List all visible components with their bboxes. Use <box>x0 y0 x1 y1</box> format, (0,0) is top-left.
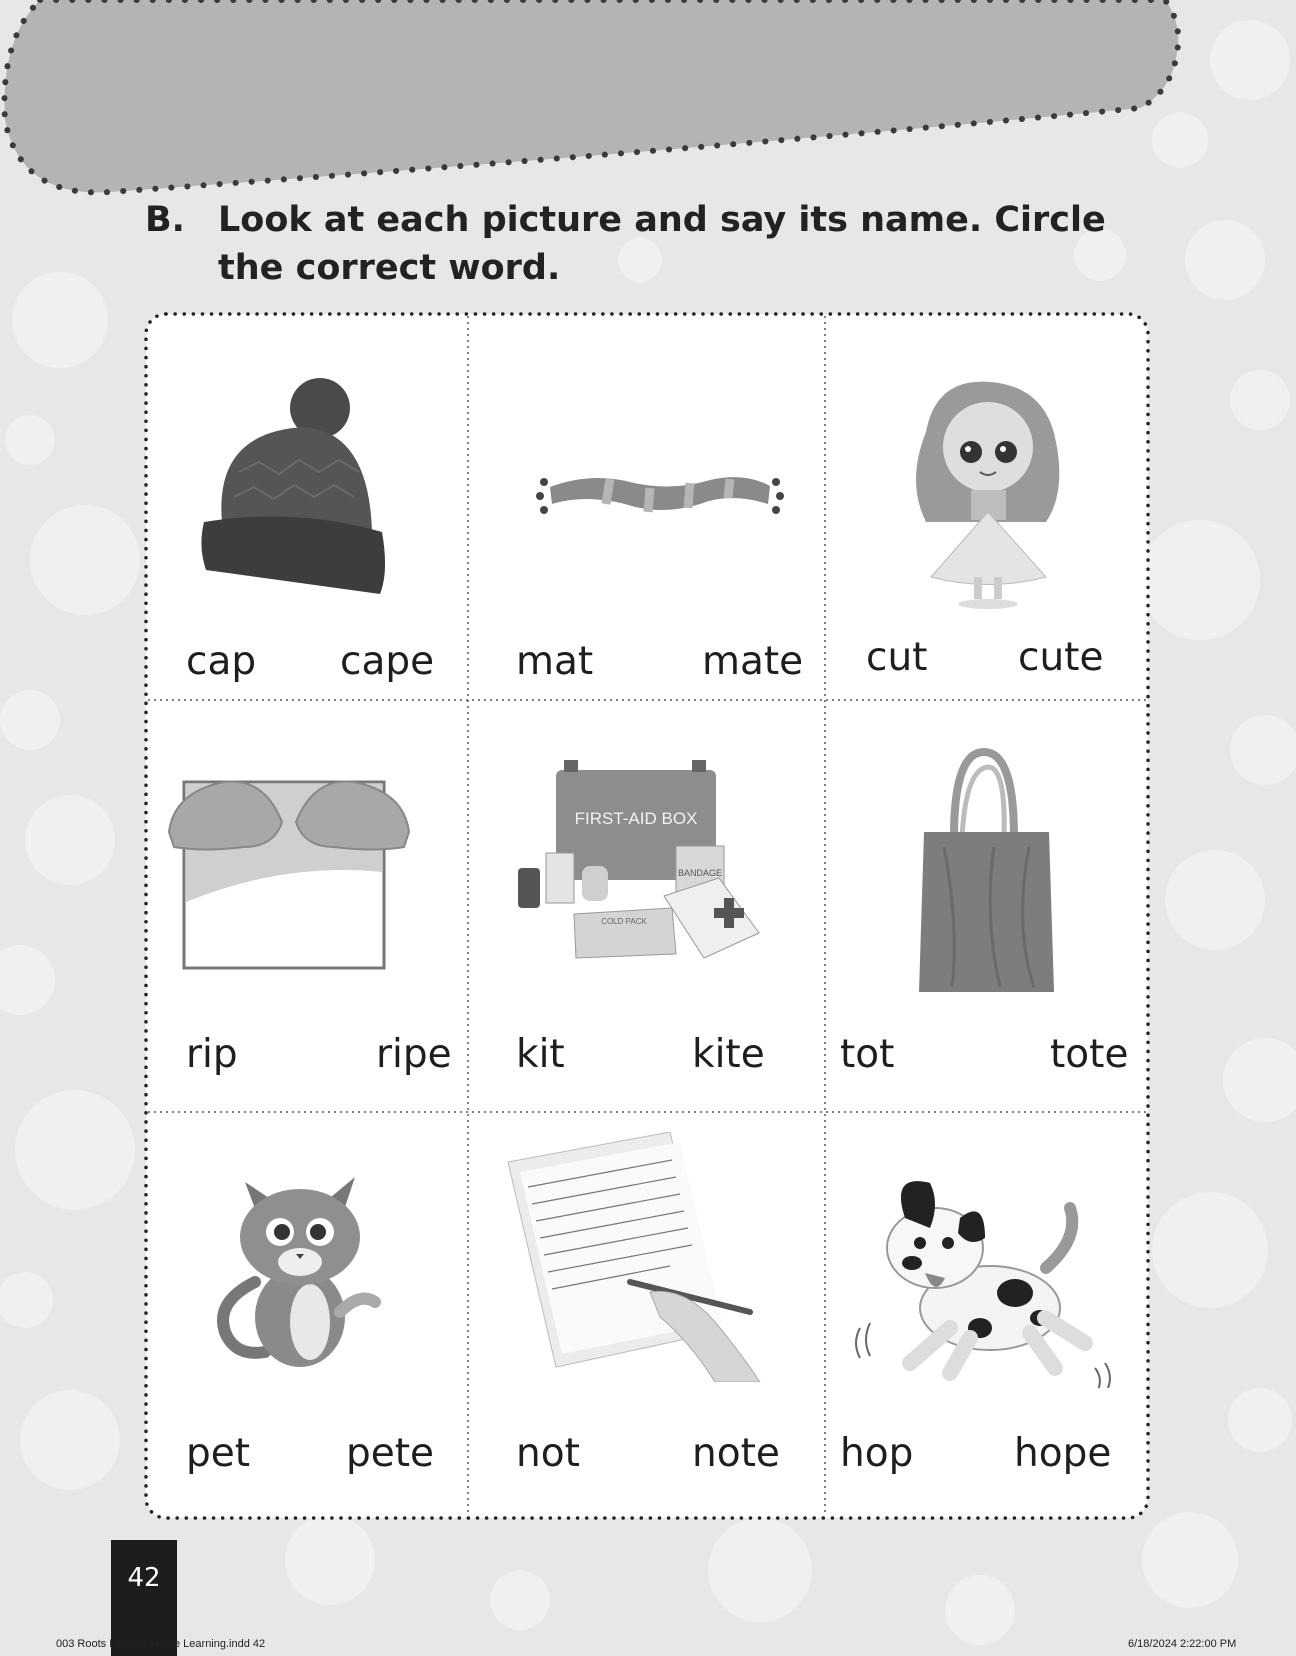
word-choice[interactable]: not <box>516 1431 580 1476</box>
word-choice[interactable]: cap <box>186 639 257 684</box>
hands-ripping-paper-picture <box>164 752 414 982</box>
word-choice[interactable]: mat <box>516 639 594 684</box>
word-choice[interactable]: tote <box>1050 1032 1129 1077</box>
woolly-hat-picture <box>194 372 394 602</box>
instruction-text: Look at each picture and say its name. Circle the correct word. <box>218 200 1106 288</box>
page-number: 42 <box>127 1563 161 1593</box>
word-choice[interactable]: note <box>692 1431 780 1476</box>
cat-picture <box>210 1162 390 1372</box>
exercise-grid <box>144 312 1150 1520</box>
cold-pack-label: COLD PACK <box>601 917 647 926</box>
word-choice[interactable]: tot <box>840 1032 895 1077</box>
dog-picture <box>840 1168 1120 1388</box>
kit-box-label: FIRST-AID BOX <box>574 809 698 828</box>
word-choice[interactable]: pete <box>346 1431 435 1476</box>
word-choice[interactable]: hop <box>840 1431 914 1476</box>
mat-picture <box>530 452 790 532</box>
hand-writing-note-picture <box>500 1132 780 1382</box>
tote-bag-picture <box>904 747 1064 997</box>
word-choice[interactable]: kit <box>516 1032 565 1077</box>
section-letter: B. <box>145 200 185 240</box>
footer-timestamp: 6/18/2024 2:22:00 PM <box>1128 1638 1237 1650</box>
word-choice[interactable]: ripe <box>376 1032 452 1077</box>
word-choice[interactable]: hope <box>1014 1431 1112 1476</box>
word-choice[interactable]: cape <box>340 639 435 684</box>
bandage-label: BANDAGE <box>677 868 723 878</box>
word-choice[interactable]: rip <box>186 1032 238 1077</box>
girl-picture <box>896 372 1076 612</box>
first-aid-kit-picture <box>504 758 764 988</box>
word-choice[interactable]: pet <box>186 1431 251 1476</box>
footer-file-slug: 003 Roots Literacy Home Learning.indd 42 <box>56 1638 266 1650</box>
word-choice[interactable]: mate <box>702 639 804 684</box>
word-choice[interactable]: cute <box>1018 635 1104 680</box>
word-choice[interactable]: cut <box>866 635 928 680</box>
word-choice[interactable]: kite <box>692 1032 765 1077</box>
